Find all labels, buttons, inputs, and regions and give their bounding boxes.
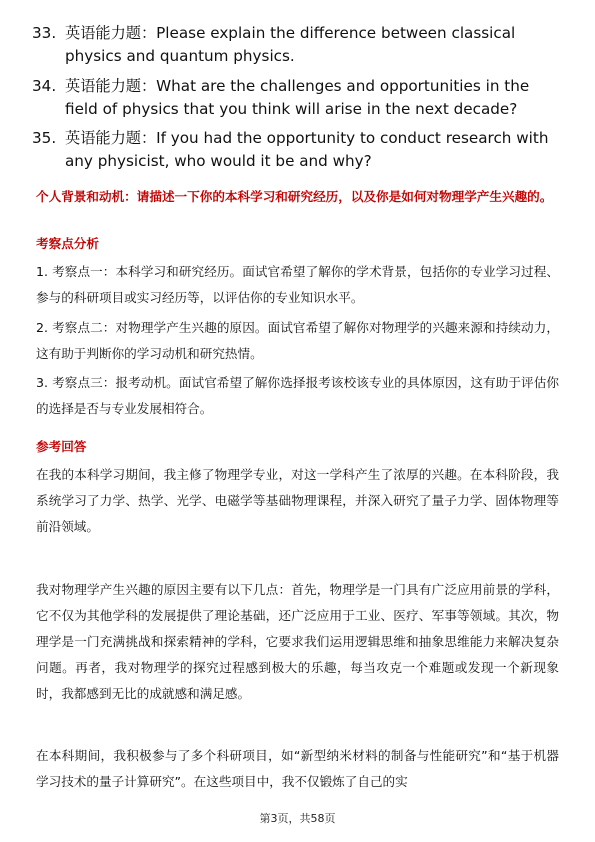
question-text: 英语能力题：Please explain the difference between classical physics and quantum physics. (65, 24, 516, 65)
question-34 (32, 75, 562, 121)
question-text: 英语能力题：What are the challenges and opportunities in the field of physics that you think will arise in the next decade? (65, 77, 530, 118)
answer-paragraph-2: 我对物理学产生兴趣的原因主要有以下几点：首先，物理学是一门具有广泛应用前景的学科，它不仅为其他学科的发展提供了理论基础，还广泛应用于工业、医疗、军事等领域。其次，物理学是一门充满挑战和探索精神的学科，它要求我们运用逻辑思维和抽象思维能力来解决复杂问题。再者，我对物理学的探究过程感到极大的乐趣，每当攻克一个难题或发现一个新现象时，我都感到无比的成就感和满足感。 (36, 582, 559, 701)
question-number: 33. (32, 24, 57, 42)
question-number: 34. (32, 77, 57, 95)
analysis-point-2: 2. 考察点二：对物理学产生兴趣的原因。面试官希望了解你对物理学的兴趣来源和持续动力，这有助于判断你的学习动机和研究热情。 (36, 320, 559, 361)
answer-heading: 参考回答 (36, 439, 87, 454)
question-text: 英语能力题：If you had the opportunity to conduct research with any physicist, who would it be and why? (65, 129, 549, 170)
question-33 (32, 22, 562, 68)
answer-paragraph-3: 在本科期间，我积极参与了多个科研项目，如“新型纳米材料的制备与性能研究”和“基于机器学习技术的量子计算研究”。在这些项目中，我不仅锻炼了自己的实 (36, 748, 559, 789)
main-question-heading: 个人背景和动机：请描述一下你的本科学习和研究经历，以及你是如何对物理学产生兴趣的。 (36, 189, 553, 204)
page-footer: 第3页，共58页 (259, 812, 336, 825)
analysis-heading: 考察点分析 (36, 236, 99, 251)
question-35 (32, 127, 562, 173)
analysis-point-1: 1. 考察点一：本科学习和研究经历。面试官希望了解你的学术背景，包括你的专业学习过程、参与的科研项目或实习经历等，以评估你的专业知识水平。 (36, 264, 559, 305)
answer-paragraph-1: 在我的本科学习期间，我主修了物理学专业，对这一学科产生了浓厚的兴趣。在本科阶段，我系统学习了力学、热学、光学、电磁学等基础物理课程，并深入研究了量子力学、固体物理等前沿领域。 (36, 467, 559, 534)
question-number: 35. (32, 129, 57, 147)
analysis-point-3: 3. 考察点三：报考动机。面试官希望了解你选择报考该校该专业的具体原因，这有助于评估你的选择是否与专业发展相符合。 (36, 375, 559, 416)
